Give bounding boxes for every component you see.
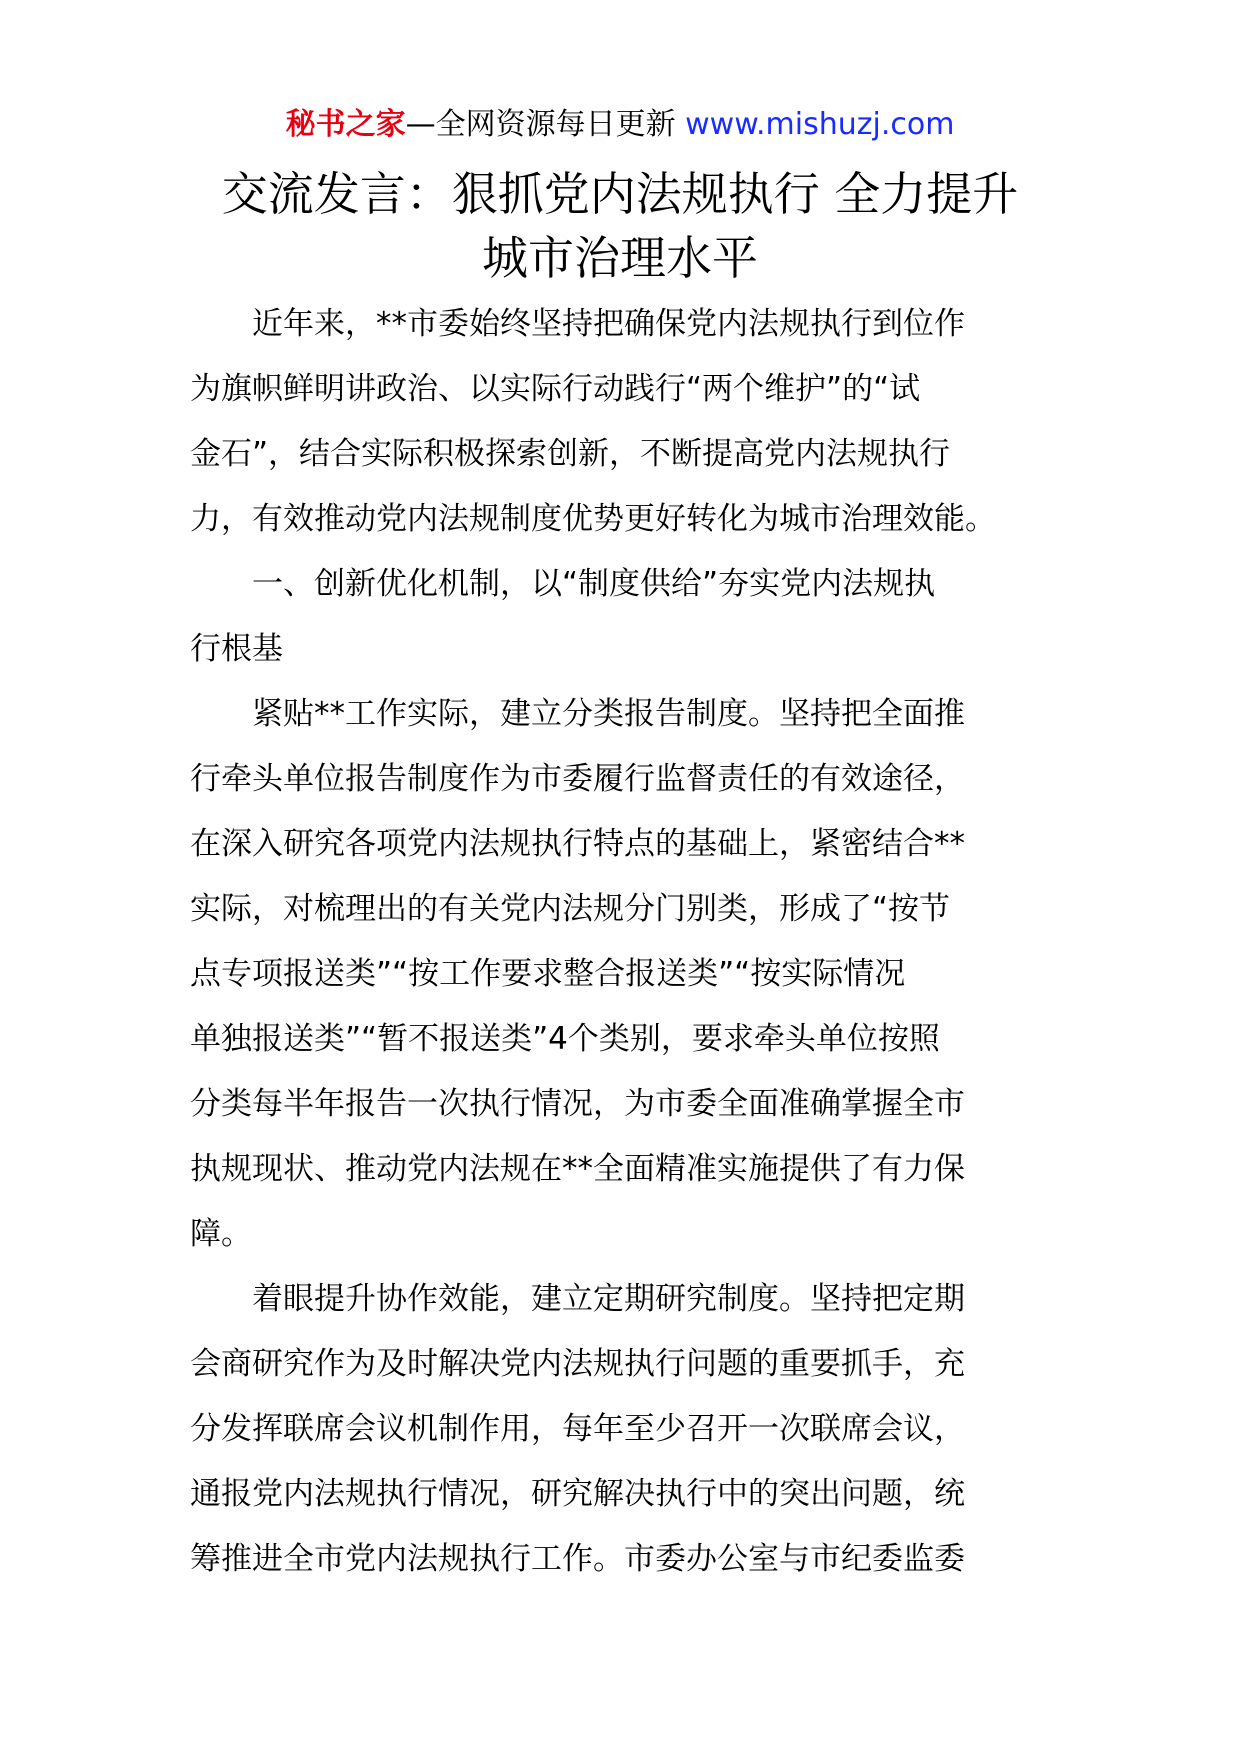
text-line: 分类每半年报告一次执行情况，为市委全面准确掌握全市: [190, 1086, 965, 1122]
text-line: 执规现状、推动党内法规在**全面精准实施提供了有力保: [190, 1151, 965, 1187]
text-line: 会商研究作为及时解决党内法规执行问题的重要抓手，充: [190, 1346, 965, 1382]
text-line: 为旗帜鲜明讲政治、以实际行动践行“两个维护”的“试: [190, 371, 921, 407]
text-line: 分发挥联席会议机制作用，每年至少召开一次联席会议，: [190, 1411, 965, 1447]
brand-name: 秘书之家: [285, 107, 406, 142]
text-line: 近年来，**市委始终坚持把确保党内法规执行到位作: [252, 306, 965, 342]
text-line: 力，有效推动党内法规制度优势更好转化为城市治理效能。: [190, 501, 996, 537]
text-line: 行根基: [190, 631, 283, 667]
title-line-2: 城市治理水平: [482, 231, 758, 285]
paragraph-regular-research: [190, 1267, 1050, 1592]
text-line: 一、创新优化机制，以“制度供给”夯实党内法规执: [252, 566, 936, 602]
text-line: 金石”，结合实际积极探索创新，不断提高党内法规执行: [190, 436, 951, 472]
watermark-header: [0, 100, 1240, 150]
header-tagline: —全网资源每日更新: [405, 107, 676, 142]
text-line: 实际，对梳理出的有关党内法规分门别类，形成了“按节: [190, 891, 951, 927]
site-url-link[interactable]: www.mishuzj.com: [685, 107, 955, 142]
text-line: 通报党内法规执行情况，研究解决执行中的突出问题，统: [190, 1476, 965, 1512]
text-line: 单独报送类”“暂不报送类”4个类别，要求牵头单位按照: [190, 1021, 940, 1057]
text-line: 点专项报送类”“按工作要求整合报送类”“按实际情况: [190, 956, 906, 992]
text-line: 筹推进全市党内法规执行工作。市委办公室与市纪委监委: [190, 1541, 965, 1577]
paragraph-intro: [190, 292, 1050, 552]
paragraph-classified-reporting: [190, 682, 1050, 1267]
text-line: 在深入研究各项党内法规执行特点的基础上，紧密结合**: [190, 826, 965, 862]
title-line-1: 交流发言：狠抓党内法规执行 全力提升: [221, 167, 1019, 221]
text-line: 着眼提升协作效能，建立定期研究制度。坚持把定期: [252, 1281, 965, 1317]
document-title: [160, 162, 1080, 290]
text-line: 行牵头单位报告制度作为市委履行监督责任的有效途径，: [190, 761, 965, 797]
text-line: 障。: [190, 1216, 252, 1252]
document-body: [190, 292, 1050, 1592]
text-line: 紧贴**工作实际，建立分类报告制度。坚持把全面推: [252, 696, 965, 732]
section-heading-1: [190, 552, 1050, 682]
